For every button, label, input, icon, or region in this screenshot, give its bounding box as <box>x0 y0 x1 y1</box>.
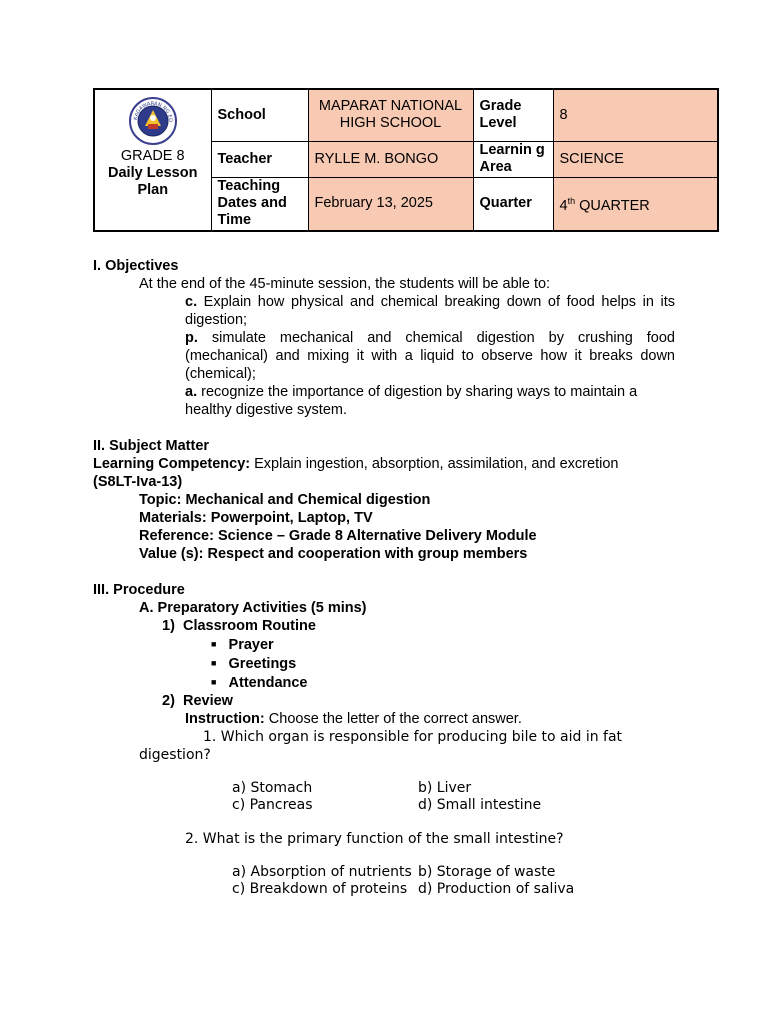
question-1-cont: digestion? <box>139 747 211 763</box>
deped-seal-icon <box>128 96 178 146</box>
quarter-value: 4th QUARTER <box>553 177 718 231</box>
review-label: 2) Review <box>162 693 233 709</box>
learning-area-value: SCIENCE <box>553 141 718 177</box>
list-item: ■ Attendance <box>211 675 308 691</box>
grade-level-value: 8 <box>553 89 718 141</box>
dates-value: February 13, 2025 <box>308 177 473 231</box>
preparatory-label: A. Preparatory Activities (5 mins) <box>139 600 367 616</box>
topic: Topic: Mechanical and Chemical digestion <box>139 492 431 508</box>
question-1-choices: a) Stomach b) Liver c) Pancreas d) Small intestine <box>232 780 542 813</box>
competency: Learning Competency: Explain ingestion, absorption, assimilation, and excretion <box>93 456 619 472</box>
dates-label: Teaching Dates and Time <box>211 177 308 231</box>
objective-item: p. simulate mechanical and chemical digestion by crushing food (mechanical) and mixing it with a liquid to observe how it breaks down (chemical); <box>185 330 675 382</box>
header-table <box>93 88 719 232</box>
grade-level-label: Grade Level <box>473 89 553 141</box>
learning-area-label: Learnin g Area <box>473 141 553 177</box>
quarter-label: Quarter <box>473 177 553 231</box>
teacher-label: Teacher <box>211 141 308 177</box>
procedure-heading: III. Procedure <box>93 582 185 598</box>
school-value: MAPARAT NATIONAL HIGH SCHOOL <box>308 89 473 141</box>
question-1: 1. Which organ is responsible for producing bile to aid in fat <box>203 729 623 745</box>
grade-label: GRADE 8 <box>120 148 185 164</box>
objective-item: a. recognize the importance of digestion by sharing ways to maintain a healthy digestive system. <box>185 384 638 418</box>
materials: Materials: Powerpoint, Laptop, TV <box>139 510 373 526</box>
objectives-heading: I. Objectives <box>93 258 179 274</box>
value: Value (s): Respect and cooperation with group members <box>139 546 528 562</box>
question-2-choices: a) Absorption of nutrients b) Storage of waste c) Breakdown of proteins d) Production of saliva <box>232 864 575 897</box>
list-item: ■ Prayer <box>211 637 274 653</box>
plan-label: Daily Lesson Plan <box>108 165 198 198</box>
competency-code: (S8LT-Iva-13) <box>93 474 183 490</box>
instruction: Instruction: Choose the letter of the correct answer. <box>185 711 522 727</box>
question-2: 2. What is the primary function of the small intestine? <box>185 831 564 847</box>
objective-item: c. Explain how physical and chemical breaking down of food helps in its digestion; <box>185 294 675 328</box>
teacher-value: RYLLE M. BONGO <box>308 141 473 177</box>
objectives-intro: At the end of the 45-minute session, the students will be able to: <box>139 276 551 292</box>
school-label: School <box>211 89 308 141</box>
list-item: ■ Greetings <box>211 656 297 672</box>
lesson-body <box>93 257 675 897</box>
subject-matter-heading: II. Subject Matter <box>93 438 210 454</box>
routine-label: 1) Classroom Routine <box>162 618 316 634</box>
seal-text: KAGAWARAN NG ED <box>132 100 173 123</box>
reference: Reference: Science – Grade 8 Alternative Delivery Module <box>139 528 537 544</box>
logo-cell <box>94 89 211 231</box>
